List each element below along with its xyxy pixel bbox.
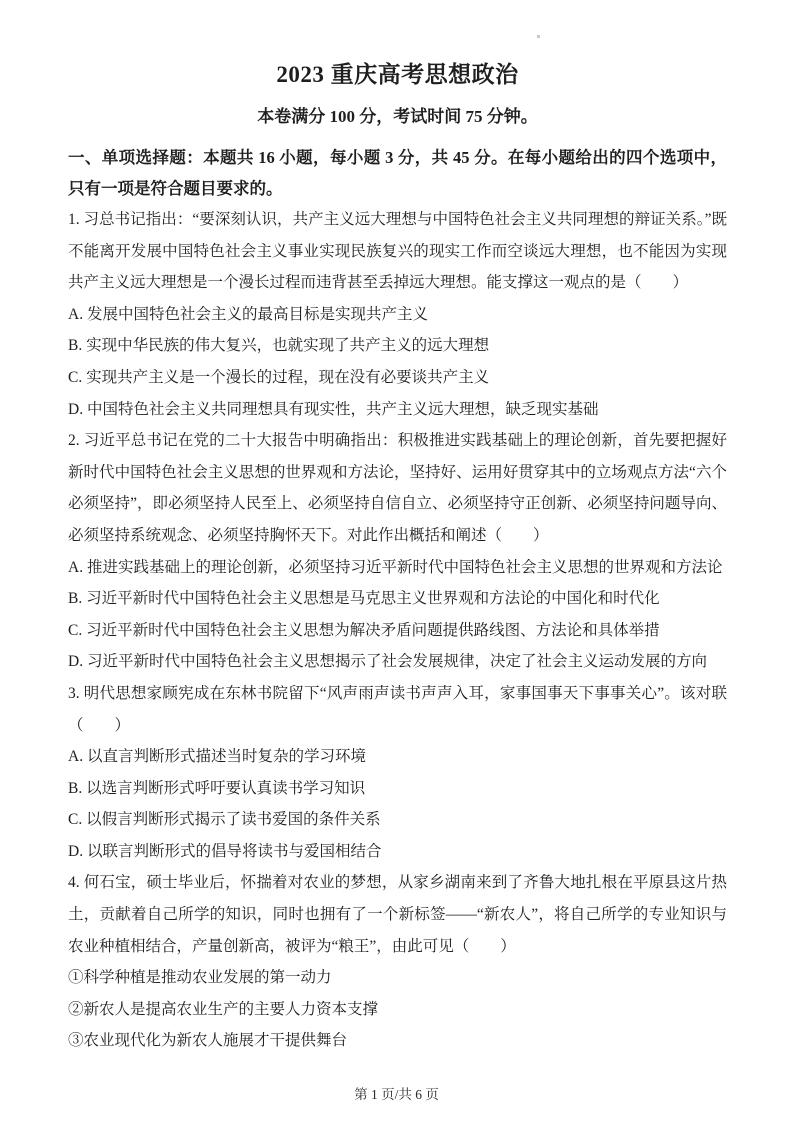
question-4-statement-1: ①科学种植是推动农业发展的第一动力	[68, 969, 332, 987]
question-2-option-d: D. 习近平新时代中国特色社会主义思想揭示了社会发展规律，决定了社会主义运动发展的方向	[68, 653, 707, 671]
question-1-option-b: B. 实现中华民族的伟大复兴，也就实现了共产主义的远大理想	[68, 337, 490, 355]
question-2-option-b: B. 习近平新时代中国特色社会主义思想是马克思主义世界观和方法论的中国化和时代化	[68, 590, 660, 608]
question-3-stem: 3. 明代思想家顾宪成在东林书院留下“风声雨声读书声声入耳，家事国事天下事事关心”。该对联（ ）	[68, 684, 727, 734]
question-2	[68, 425, 727, 678]
question-1-option-d: D. 中国特色社会主义共同理想具有现实性，共产主义远大理想，缺乏现实基础	[68, 400, 599, 418]
question-2-option-c: C. 习近平新时代中国特色社会主义思想为解决矛盾问题提供路线图、方法论和具体举措	[68, 621, 660, 639]
question-4-statement-2: ②新农人是提高农业生产的主要人力资本支撑	[68, 1000, 379, 1018]
question-4	[68, 867, 727, 1057]
question-3-option-b: B. 以选言判断形式呼吁要认真读书学习知识	[68, 779, 366, 797]
scan-artifact-dot	[537, 35, 540, 38]
questions-area	[68, 204, 727, 1057]
question-3	[68, 678, 727, 868]
question-3-option-d: D. 以联言判断形式的倡导将读书与爱国相结合	[68, 842, 382, 860]
question-3-option-c: C. 以假言判断形式揭示了读书爱国的条件关系	[68, 811, 381, 829]
question-1	[68, 204, 727, 425]
question-3-option-a: A. 以直言判断形式描述当时复杂的学习环境	[68, 748, 366, 766]
question-1-option-a: A. 发展中国特色社会主义的最高目标是实现共产主义	[68, 305, 428, 323]
question-2-option-a: A. 推进实践基础上的理论创新，必须坚持习近平新时代中国特色社会主义思想的世界观和方法论	[68, 558, 723, 576]
question-1-stem: 1. 习总书记指出：“要深刻认识，共产主义远大理想与中国特色社会主义共同理想的辩证关系。”既不能离开发展中国特色社会主义事业实现民族复兴的现实工作而空谈远大理想，也不能因为实现共产主义远大理想是一个漫长过程而违背甚至丢掉远大理想。能支撑这一观点的是（ ）	[68, 211, 727, 292]
question-4-statement-3: ③农业现代化为新农人施展才干提供舞台	[68, 1032, 348, 1050]
page-title: 2023 重庆高考思想政治	[276, 62, 519, 87]
section-header: 一、单项选择题：本题共 16 小题，每小题 3 分，共 45 分。在每小题给出的四个选项中，只有一项是符合题目要求的。	[68, 148, 727, 198]
question-2-stem: 2. 习近平总书记在党的二十大报告中明确指出：积极推进实践基础上的理论创新，首先要把握好新时代中国特色社会主义思想的世界观和方法论，坚持好、运用好贯穿其中的立场观点方法“六个必须坚持”，即必须坚持人民至上、必须坚持自信自立、必须坚持守正创新、必须坚持问题导向、必须坚持系统观念、必须坚持胸怀天下。对此作出概括和阐述（ ）	[68, 432, 727, 544]
question-1-option-c: C. 实现共产主义是一个漫长的过程，现在没有必要谈共产主义	[68, 368, 490, 386]
question-4-stem: 4. 何石宝，硕士毕业后，怀揣着对农业的梦想，从家乡湖南来到了齐鲁大地扎根在平原县这片热土，贡献着自己所学的知识，同时也拥有了一个新标签——“新农人”，将自己所学的专业知识与农业种植相结合，产量创新高，被评为“粮王”，由此可见（ ）	[68, 874, 727, 955]
page-number: 第 1 页/共 6 页	[354, 1087, 439, 1102]
page-content	[68, 60, 727, 1057]
exam-info: 本卷满分 100 分，考试时间 75 分钟。	[257, 107, 538, 126]
